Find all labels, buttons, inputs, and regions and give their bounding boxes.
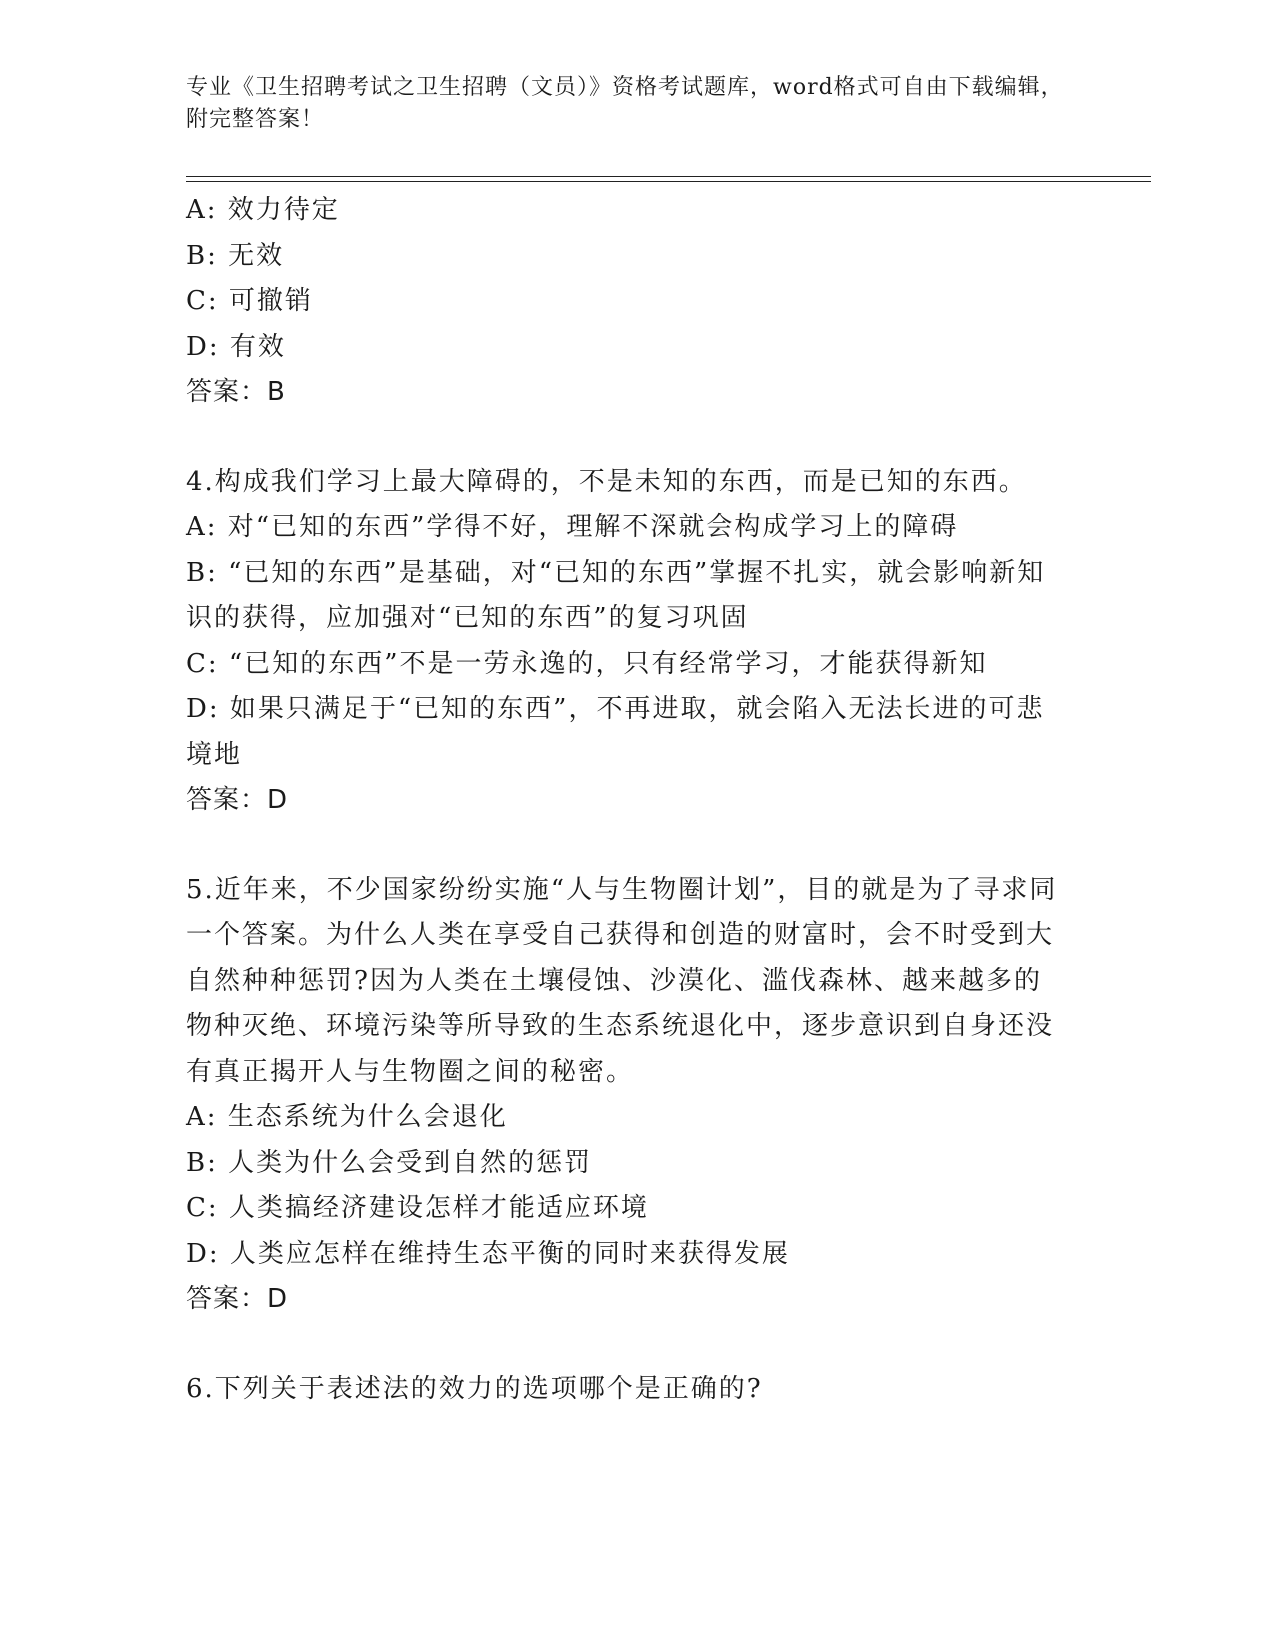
q3-answer: 答案：B (186, 377, 286, 407)
question-6-block (186, 1367, 1066, 1413)
question-5-block (186, 868, 1066, 1323)
q5-option-d: D: 人类应怎样在维持生态平衡的同时来获得发展 (186, 1238, 790, 1269)
q4-option-a: A: 对“已知的东西”学得不好，理解不深就会构成学习上的障碍 (186, 512, 959, 542)
spacer (186, 1323, 1066, 1367)
q4-option-b: B: “已知的东西”是基础，对“已知的东西”掌握不扎实，就会影响新知识的获得，应加强对“已知的东西”的复习巩固 (186, 557, 1046, 633)
q5-stem: 5.近年来，不少国家纷纷实施“人与生物圈计划”，目的就是为了寻求同一个答案。为什么人类在享受自己获得和创造的财富时，会不时受到大自然种种惩罚?因为人类在土壤侵蚀、沙漠化、滥伐森林、越来越多的物种灭绝、环境污染等所导致的生态系统退化中，逐步意识到自身还没有真正揭开人与生物圈之间的秘密。 (186, 874, 1058, 1087)
spacer (186, 824, 1066, 868)
q4-stem: 4.构成我们学习上最大障碍的，不是未知的东西，而是已知的东西。 (186, 466, 1027, 497)
header-divider-bottom (186, 181, 1151, 182)
header-divider-top (186, 176, 1151, 177)
q4-option-c: C: “已知的东西”不是一劳永逸的，只有经常学习，才能获得新知 (186, 648, 988, 679)
q3-option-a: A: 效力待定 (186, 195, 340, 225)
q5-option-b: B: 人类为什么会受到自然的惩罚 (186, 1147, 593, 1178)
q3-option-b: B: 无效 (186, 240, 285, 271)
spacer (186, 416, 1066, 460)
q4-option-d: D: 如果只满足于“已知的东西”，不再进取，就会陷入无法长进的可悲境地 (186, 694, 1045, 770)
q3-option-d: D: 有效 (186, 331, 286, 362)
q3-option-c: C: 可撤销 (186, 286, 313, 316)
question-3-block (186, 188, 1066, 416)
q6-stem: 6.下列关于表述法的效力的选项哪个是正确的? (186, 1373, 763, 1404)
q5-option-a: A: 生态系统为什么会退化 (186, 1102, 508, 1132)
question-4-block (186, 460, 1066, 824)
q4-answer: 答案：D (186, 785, 289, 815)
question-content (186, 188, 1066, 1412)
document-header: 专业《卫生招聘考试之卫生招聘（文员）》资格考试题库，word格式可自由下载编辑，附完整答案！ (186, 75, 1064, 132)
q5-answer: 答案：D (186, 1284, 289, 1314)
q5-option-c: C: 人类搞经济建设怎样才能适应环境 (186, 1193, 649, 1223)
